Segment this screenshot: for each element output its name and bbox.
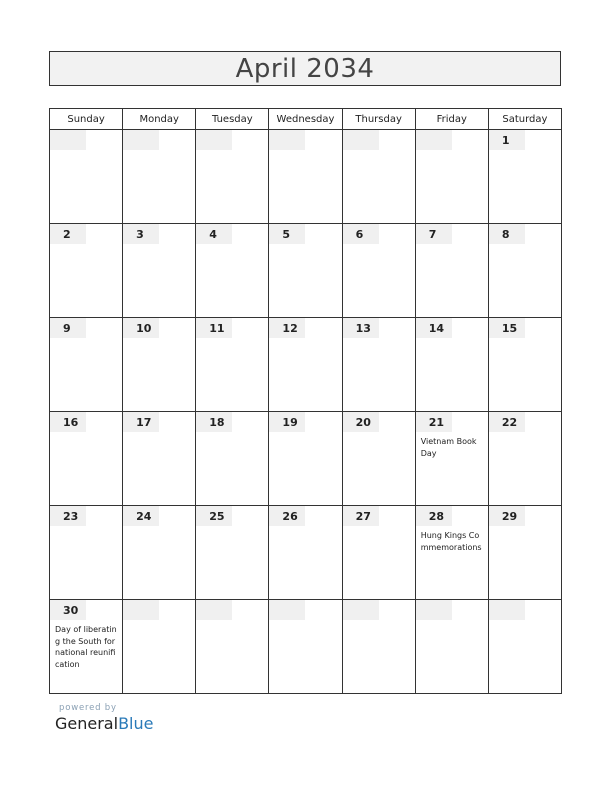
week-row xyxy=(50,412,562,506)
weekday-monday: Monday xyxy=(123,109,196,130)
day-cell xyxy=(415,224,488,318)
holiday-label: Hung Kings Commemorations xyxy=(420,531,482,552)
day-number: 28 xyxy=(428,510,445,523)
day-cell xyxy=(342,506,415,600)
weekday-header-row xyxy=(50,109,562,130)
day-number: 26 xyxy=(282,510,298,523)
day-number: 25 xyxy=(209,510,225,523)
day-number-box xyxy=(269,130,305,150)
day-cell xyxy=(488,130,561,224)
day-cell xyxy=(196,130,269,224)
day-number-box xyxy=(196,130,232,150)
calendar-title-box xyxy=(49,51,561,86)
day-cell xyxy=(488,600,561,694)
day-cell xyxy=(123,506,196,600)
day-number: 24 xyxy=(136,510,152,523)
day-number-box xyxy=(50,130,86,150)
day-number-box xyxy=(416,130,452,150)
day-number: 6 xyxy=(355,228,364,241)
week-row xyxy=(50,318,562,412)
calendar-title: April 2034 xyxy=(235,53,375,84)
day-number: 5 xyxy=(282,228,291,241)
day-number-box xyxy=(343,600,379,620)
holiday-label: Day of liberating the South for national reunification xyxy=(55,625,117,669)
day-number: 17 xyxy=(136,416,152,429)
day-cell xyxy=(488,318,561,412)
day-number: 9 xyxy=(63,322,71,335)
day-cell xyxy=(342,412,415,506)
day-number: 22 xyxy=(501,416,518,429)
day-number: 7 xyxy=(428,228,437,241)
day-number: 29 xyxy=(501,510,518,523)
day-number: 10 xyxy=(136,322,152,335)
day-number: 11 xyxy=(209,322,225,335)
brand-blue: Blue xyxy=(118,714,154,733)
day-cell xyxy=(196,600,269,694)
day-number: 20 xyxy=(355,416,371,429)
day-number: 13 xyxy=(355,322,371,335)
day-number-box xyxy=(489,600,525,620)
day-number: 30 xyxy=(63,604,79,617)
day-number-box xyxy=(343,130,379,150)
day-number: 27 xyxy=(355,510,371,523)
day-cell xyxy=(123,130,196,224)
day-cell xyxy=(196,224,269,318)
footer-branding xyxy=(55,703,153,733)
brand-general: General xyxy=(55,714,119,733)
day-cell xyxy=(269,600,342,694)
day-number: 12 xyxy=(282,322,298,335)
weekday-thursday: Thursday xyxy=(342,109,415,130)
day-number-box xyxy=(416,600,452,620)
calendar-grid xyxy=(49,108,562,694)
day-cell xyxy=(342,318,415,412)
day-cell xyxy=(123,224,196,318)
day-cell xyxy=(196,506,269,600)
day-cell xyxy=(342,600,415,694)
day-cell xyxy=(342,224,415,318)
powered-by-text: powered by xyxy=(59,703,117,713)
holiday-label: Vietnam Book Day xyxy=(420,437,477,458)
day-number: 16 xyxy=(63,416,79,429)
day-cell xyxy=(269,412,342,506)
day-number-box xyxy=(269,600,305,620)
day-number: 19 xyxy=(282,416,298,429)
day-cell xyxy=(50,506,123,600)
day-cell xyxy=(123,412,196,506)
brand-logo xyxy=(55,714,153,733)
week-row xyxy=(50,506,562,600)
day-cell xyxy=(488,412,561,506)
day-cell xyxy=(196,412,269,506)
weekday-friday: Friday xyxy=(415,109,488,130)
day-number: 18 xyxy=(209,416,225,429)
day-number-box xyxy=(196,600,232,620)
day-cell xyxy=(415,506,488,600)
weekday-saturday: Saturday xyxy=(488,109,561,130)
day-cell xyxy=(269,506,342,600)
day-cell xyxy=(415,318,488,412)
day-cell xyxy=(415,130,488,224)
week-row xyxy=(50,600,562,694)
day-number: 1 xyxy=(501,134,510,147)
day-number: 23 xyxy=(63,510,79,523)
day-number: 15 xyxy=(501,322,518,335)
day-number: 21 xyxy=(428,416,445,429)
day-cell xyxy=(50,224,123,318)
day-number: 3 xyxy=(136,228,144,241)
day-number-box xyxy=(123,130,159,150)
day-cell xyxy=(488,506,561,600)
weekday-sunday: Sunday xyxy=(50,109,123,130)
day-cell xyxy=(123,318,196,412)
day-cell xyxy=(269,130,342,224)
week-row xyxy=(50,130,562,224)
day-cell xyxy=(415,600,488,694)
day-number: 8 xyxy=(501,228,510,241)
day-number: 14 xyxy=(428,322,445,335)
day-number: 4 xyxy=(209,228,217,241)
weekday-wednesday: Wednesday xyxy=(269,109,342,130)
day-cell xyxy=(50,412,123,506)
day-cell xyxy=(196,318,269,412)
day-cell xyxy=(123,600,196,694)
day-cell xyxy=(488,224,561,318)
day-cell xyxy=(269,318,342,412)
day-cell xyxy=(50,318,123,412)
day-number: 2 xyxy=(63,228,71,241)
weekday-tuesday: Tuesday xyxy=(196,109,269,130)
day-cell xyxy=(269,224,342,318)
day-cell xyxy=(50,600,123,694)
day-cell xyxy=(415,412,488,506)
day-number-box xyxy=(123,600,159,620)
day-cell xyxy=(342,130,415,224)
week-row xyxy=(50,224,562,318)
day-cell xyxy=(50,130,123,224)
